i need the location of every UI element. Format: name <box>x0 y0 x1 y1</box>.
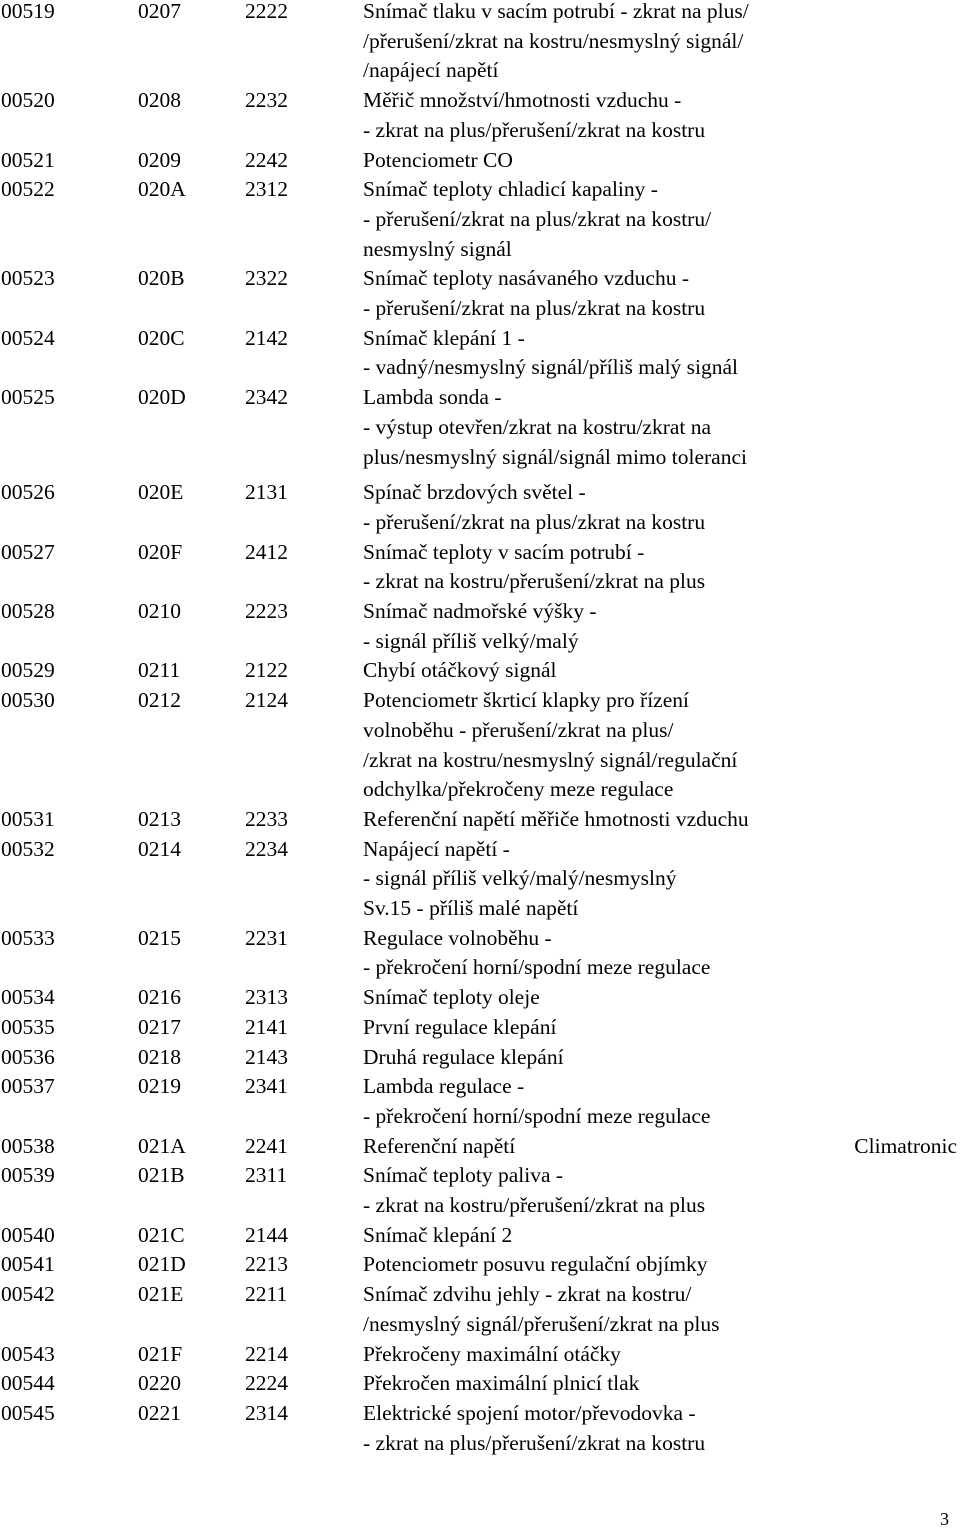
fault-code-id: 00534 <box>1 985 55 1010</box>
fault-code-id: 00542 <box>1 1282 55 1307</box>
fault-description <box>363 1399 705 1458</box>
fault-description-line: Snímač klepání 2 <box>363 1222 513 1247</box>
fault-code-number: 2341 <box>245 1074 288 1099</box>
fault-description-line: Snímač teploty nasávaného vzduchu - <box>363 266 689 291</box>
fault-code-hex: 0212 <box>138 688 181 713</box>
fault-code-id: 00531 <box>1 806 55 831</box>
fault-code-id: 00521 <box>1 147 55 172</box>
fault-description-line: Regulace volnoběhu - <box>363 925 552 950</box>
fault-description <box>363 383 747 472</box>
fault-code-hex: 0216 <box>138 985 181 1010</box>
fault-code-hex: 0213 <box>138 806 181 831</box>
fault-code-id: 00523 <box>1 266 55 291</box>
fault-description-line: Elektrické spojení motor/převodovka - <box>363 1400 696 1425</box>
fault-description <box>363 1013 556 1043</box>
fault-code-number: 2131 <box>245 480 288 505</box>
fault-code-id: 00527 <box>1 539 55 564</box>
fault-code-id: 00519 <box>1 0 55 23</box>
fault-code-hex: 021F <box>138 1341 183 1366</box>
fault-code-number: 2233 <box>245 806 288 831</box>
fault-code-number: 2342 <box>245 385 288 410</box>
fault-code-hex: 020F <box>138 539 183 564</box>
fault-description-line: /zkrat na kostru/nesmyslný signál/regulační <box>363 747 738 772</box>
fault-description-line: - zkrat na kostru/přerušení/zkrat na plus <box>363 569 706 594</box>
fault-description-line: Překročeny maximální otáčky <box>363 1341 621 1366</box>
fault-description-line: - zkrat na plus/přerušení/zkrat na kostru <box>363 117 706 142</box>
fault-code-number: 2231 <box>245 925 288 950</box>
fault-description <box>363 1161 705 1220</box>
fault-code-id: 00539 <box>1 1163 55 1188</box>
fault-description-line: První regulace klepání <box>363 1014 557 1039</box>
page-number: 3 <box>940 1509 949 1529</box>
fault-code-id: 00545 <box>1 1400 55 1425</box>
fault-code-hex: 0219 <box>138 1074 181 1099</box>
fault-description <box>363 86 705 145</box>
fault-description-line: Lambda regulace - <box>363 1074 525 1099</box>
fault-code-number: 2144 <box>245 1222 288 1247</box>
fault-description-line: Druhá regulace klepání <box>363 1044 564 1069</box>
fault-description-line: Měřič množství/hmotnosti vzduchu - <box>363 88 682 113</box>
fault-code-hex: 0208 <box>138 88 181 113</box>
fault-description <box>363 1340 621 1370</box>
fault-description-line: Snímač zdvihu jehly - zkrat na kostru/ <box>363 1282 692 1307</box>
fault-description <box>363 146 513 176</box>
fault-description-line: Referenční napětí <box>363 1133 516 1158</box>
fault-description <box>363 1369 639 1399</box>
fault-code-id: 00532 <box>1 836 55 861</box>
fault-description <box>363 1280 719 1339</box>
fault-description <box>363 1072 710 1131</box>
fault-code-hex: 021D <box>138 1252 186 1277</box>
fault-code-hex: 0220 <box>138 1371 181 1396</box>
fault-code-id: 00540 <box>1 1222 55 1247</box>
fault-code-hex: 020A <box>138 177 186 202</box>
fault-description-line: - signál příliš velký/malý/nesmyslný <box>363 866 677 891</box>
fault-code-hex: 021B <box>138 1163 185 1188</box>
fault-code-number: 2241 <box>245 1133 288 1158</box>
fault-code-id: 00538 <box>1 1133 55 1158</box>
fault-code-number: 2124 <box>245 688 288 713</box>
fault-code-number: 2213 <box>245 1252 288 1277</box>
fault-description <box>363 983 540 1013</box>
fault-description <box>363 175 711 264</box>
fault-description-line: - překročení horní/spodní meze regulace <box>363 1103 711 1128</box>
fault-description-line: Snímač tlaku v sacím potrubí - zkrat na plus/ <box>363 0 749 23</box>
fault-code-hex: 0221 <box>138 1400 181 1425</box>
fault-description-line: odchylka/překročeny meze regulace <box>363 777 674 802</box>
fault-description <box>363 0 749 86</box>
fault-description <box>363 478 705 537</box>
fault-description <box>363 805 749 835</box>
fault-description-line: - zkrat na plus/přerušení/zkrat na kostru <box>363 1430 706 1455</box>
fault-description-line: Snímač teploty v sacím potrubí - <box>363 539 645 564</box>
fault-code-number: 2322 <box>245 266 288 291</box>
fault-description-line: Snímač nadmořské výšky - <box>363 599 597 623</box>
fault-description <box>363 324 738 383</box>
fault-code-hex: 0215 <box>138 925 181 950</box>
fault-description-line: /napájecí napětí <box>363 58 499 83</box>
fault-code-id: 00536 <box>1 1044 55 1069</box>
fault-code-id: 00537 <box>1 1074 55 1099</box>
fault-description-line: Napájecí napětí - <box>363 836 510 861</box>
fault-description-line: - zkrat na kostru/přerušení/zkrat na plus <box>363 1193 706 1217</box>
fault-description-line: Spínač brzdových světel - <box>363 480 586 505</box>
fault-code-id: 00525 <box>1 385 55 410</box>
fault-code-hex: 0211 <box>138 658 181 683</box>
fault-code-number: 2142 <box>245 325 288 350</box>
fault-code-number: 2222 <box>245 0 288 23</box>
fault-note: Climatronic <box>854 1133 957 1158</box>
fault-code-hex: 020C <box>138 325 185 350</box>
fault-description <box>363 597 596 656</box>
fault-code-hex: 021E <box>138 1282 184 1307</box>
fault-description-line: Referenční napětí měřiče hmotnosti vzduchu <box>363 806 749 831</box>
fault-description-line: Snímač klepání 1 - <box>363 325 525 350</box>
fault-description-line: Chybí otáčkový signál <box>363 658 557 683</box>
fault-description <box>363 1221 512 1251</box>
fault-code-number: 2232 <box>245 88 288 113</box>
fault-code-id: 00535 <box>1 1014 55 1039</box>
fault-description-line: Sv.15 - příliš malé napětí <box>363 896 579 920</box>
fault-code-hex: 0217 <box>138 1014 181 1039</box>
fault-code-id: 00544 <box>1 1371 55 1396</box>
fault-description-line: - přerušení/zkrat na plus/zkrat na kostru <box>363 296 706 320</box>
fault-description <box>363 924 710 983</box>
fault-code-id: 00529 <box>1 658 55 683</box>
fault-description-line: - přerušení/zkrat na plus/zkrat na kostru <box>363 509 706 534</box>
fault-code-number: 2211 <box>245 1282 288 1307</box>
fault-description <box>363 1250 708 1280</box>
fault-code-id: 00520 <box>1 88 55 113</box>
fault-description-line: /nesmyslný signál/přerušení/zkrat na plus <box>363 1311 720 1336</box>
fault-code-hex: 0210 <box>138 599 181 623</box>
fault-description-line: Překročen maximální plnicí tlak <box>363 1371 640 1396</box>
fault-description <box>363 1132 515 1162</box>
fault-code-number: 2122 <box>245 658 288 683</box>
fault-code-id: 00522 <box>1 177 55 202</box>
fault-description-line: - signál příliš velký/malý <box>363 628 579 653</box>
fault-code-number: 2223 <box>245 599 288 623</box>
fault-code-number: 2314 <box>245 1400 288 1425</box>
fault-description <box>363 264 705 323</box>
fault-description-line: - vadný/nesmyslný signál/příliš malý signál <box>363 355 739 380</box>
fault-code-hex: 020B <box>138 266 185 291</box>
fault-code-hex: 0209 <box>138 147 181 172</box>
fault-description-line: volnoběhu - přerušení/zkrat na plus/ <box>363 717 674 742</box>
fault-code-number: 2224 <box>245 1371 288 1396</box>
fault-code-id: 00533 <box>1 925 55 950</box>
fault-description-line: /přerušení/zkrat na kostru/nesmyslný signál/ <box>363 28 744 53</box>
fault-description-line: plus/nesmyslný signál/signál mimo toleranci <box>363 444 747 469</box>
fault-description <box>363 656 556 686</box>
fault-description-line: Snímač teploty oleje <box>363 985 540 1010</box>
fault-code-number: 2312 <box>245 177 288 202</box>
fault-description-line: Lambda sonda - <box>363 385 502 410</box>
fault-description-line: - překročení horní/spodní meze regulace <box>363 955 711 980</box>
fault-code-id: 00526 <box>1 480 55 505</box>
fault-description-line: Potenciometr CO <box>363 147 513 172</box>
fault-description-line: - přerušení/zkrat na plus/zkrat na kostru/ <box>363 206 712 231</box>
fault-code-id: 00530 <box>1 688 55 713</box>
fault-code-id: 00524 <box>1 325 55 350</box>
fault-code-number: 2214 <box>245 1341 288 1366</box>
fault-description-line: - výstup otevřen/zkrat na kostru/zkrat na <box>363 414 712 439</box>
fault-code-number: 2242 <box>245 147 288 172</box>
fault-code-hex: 0207 <box>138 0 181 23</box>
fault-code-number: 2141 <box>245 1014 288 1039</box>
fault-description-line: Potenciometr posuvu regulační objímky <box>363 1252 708 1277</box>
fault-code-hex: 0218 <box>138 1044 181 1069</box>
fault-code-hex: 021A <box>138 1133 186 1158</box>
fault-code-number: 2313 <box>245 985 288 1010</box>
fault-description <box>363 835 677 924</box>
fault-code-hex: 020E <box>138 480 184 505</box>
fault-code-number: 2234 <box>245 836 288 861</box>
fault-description <box>363 1043 564 1073</box>
fault-code-id: 00528 <box>1 599 55 623</box>
fault-description-line: nesmyslný signál <box>363 236 512 261</box>
fault-description-line: Potenciometr škrticí klapky pro řízení <box>363 688 689 713</box>
fault-code-id: 00541 <box>1 1252 55 1277</box>
fault-code-hex: 021C <box>138 1222 185 1247</box>
fault-code-hex: 0214 <box>138 836 181 861</box>
fault-code-hex: 020D <box>138 385 186 410</box>
fault-description-line: Snímač teploty paliva - <box>363 1163 564 1188</box>
fault-code-number: 2143 <box>245 1044 288 1069</box>
fault-code-number: 2412 <box>245 539 288 564</box>
fault-description <box>363 686 737 805</box>
fault-code-id: 00543 <box>1 1341 55 1366</box>
fault-code-number: 2311 <box>245 1163 288 1188</box>
fault-description <box>363 538 705 597</box>
fault-description-line: Snímač teploty chladicí kapaliny - <box>363 177 658 202</box>
